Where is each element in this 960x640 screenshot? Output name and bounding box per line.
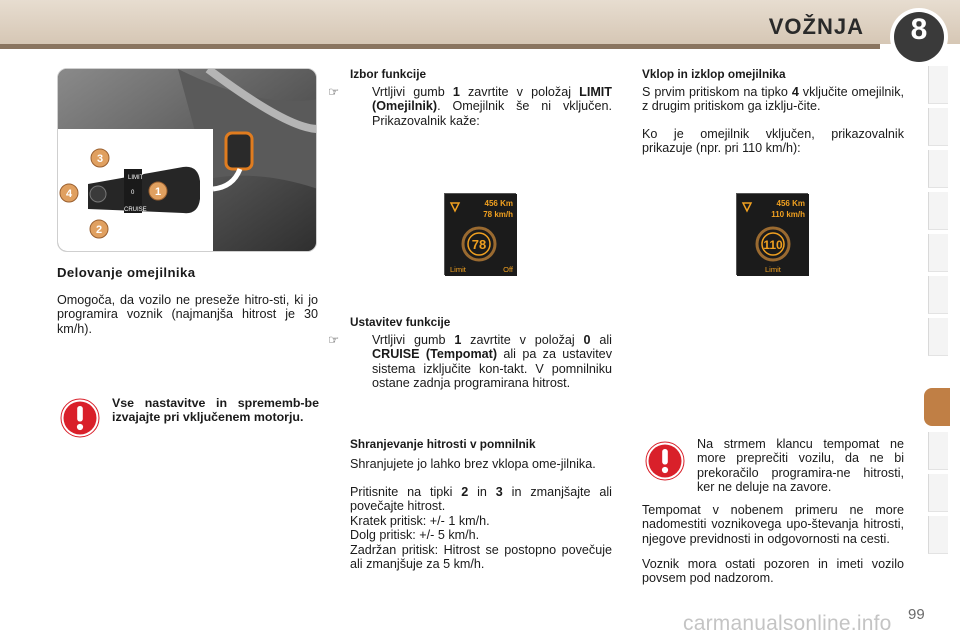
section-heading-memory: Shranjevanje hitrosti v pomnilnik: [350, 437, 536, 451]
memory-long-press: Dolg pritisk: +/- 5 km/h.: [350, 528, 480, 542]
display-dial-value: 110: [763, 238, 783, 252]
driver-attention: Voznik mora ostati pozoren in imeti vozilo povsem pod nadzorom.: [642, 557, 904, 586]
chapter-tab[interactable]: [928, 318, 948, 356]
display-odometer: 456 Km: [484, 199, 513, 208]
warning-engine-text: Vse nastavitve in sprememb-be izvajajte pri vključenem motorju.: [112, 396, 319, 425]
callout-label: 1: [154, 186, 162, 198]
callout-label: 2: [95, 224, 103, 236]
chapter-tab[interactable]: [928, 432, 948, 470]
bullet-icon: ☞: [328, 85, 340, 99]
header-strip: [0, 44, 880, 49]
stalk-label-zero: 0: [131, 190, 135, 196]
page-number: 99: [908, 606, 925, 623]
watermark: carmanualsonline.info: [683, 612, 892, 635]
toggle-display-note: Ko je omejilnik vključen, prikazovalnik prikazuje (npr. pri 110 km/h):: [642, 127, 904, 156]
memory-buttons: Pritisnite na tipki 2 in 3 in zmanjšajte ali povečajte hitrost.: [350, 485, 612, 514]
section-heading-stop: Ustavitev funkcije: [350, 315, 451, 329]
display-speed: 78 km/h: [483, 210, 513, 219]
chapter-tab[interactable]: [928, 474, 948, 512]
stalk-label-cruise: CRUISE: [124, 207, 147, 213]
display-dial-value: 78: [471, 237, 487, 252]
chapter-title: VOŽNJA: [768, 14, 864, 39]
display-limit-off: [444, 193, 516, 275]
warning-icon: [60, 398, 100, 438]
warning-icon: [645, 441, 685, 481]
warning-slope-text: Na strmem klancu tempomat ne more preprečiti vozilu, da ne bi prekoračilo programira-ne hitrosti, ker ne deluje na zavore.: [697, 437, 904, 495]
display-odometer: 456 Km: [776, 199, 805, 208]
chapter-tabs: [928, 66, 948, 576]
chapter-tab[interactable]: [928, 192, 948, 230]
chapter-tab-active[interactable]: [924, 388, 950, 426]
callout-label: 3: [96, 153, 104, 165]
chapter-tab[interactable]: [928, 108, 948, 146]
memory-short-press: Kratek pritisk: +/- 1 km/h.: [350, 514, 490, 528]
stalk-label-limit: LIMIT: [128, 175, 144, 181]
display-mode: Limit: [765, 265, 781, 274]
memory-intro: Shranjujete jo lahko brez vklopa ome-jilnika.: [350, 457, 596, 471]
chapter-tab[interactable]: [928, 150, 948, 188]
chapter-tab[interactable]: [928, 66, 948, 104]
display-speed: 110 km/h: [771, 210, 805, 219]
callout-label: 4: [65, 188, 73, 200]
bullet-icon: ☞: [328, 333, 340, 347]
stalk-drawing: [58, 69, 317, 252]
chapter-number: 8: [910, 13, 928, 46]
section-heading-limiter: Delovanje omejilnika: [57, 265, 196, 280]
display-mode: Limit: [450, 265, 466, 274]
memory-hold-press: Zadržan pritisk: Hitrost se postopno povečuje ali zmanjšuje za 5 km/h.: [350, 543, 612, 572]
section-heading-select: Izbor funkcije: [350, 67, 427, 81]
steering-stalk-illustration: [57, 68, 317, 252]
stop-instruction: ☞ Vrtljivi gumb 1 zavrtite v položaj 0 ali CRUISE (Tempomat) ali pa za ustavitev sistema izključite kon-takt. V pomnilniku ostane zadnja programirana hitrost.: [328, 333, 612, 391]
chapter-tab[interactable]: [928, 516, 948, 554]
chapter-tab[interactable]: [928, 276, 948, 314]
cruise-responsibility: Tempomat v nobenem primeru ne more nadomestiti voznikovega upo-števanja hitrosti, njegove previdnosti in odgovornosti na cesti.: [642, 503, 904, 546]
select-instruction: ☞ Vrtljivi gumb 1 zavrtite v položaj LIMIT (Omejilnik). Omejilnik še ni vključen. Prikazovalnik kaže:: [328, 85, 612, 128]
section-heading-toggle: Vklop in izklop omejilnika: [642, 67, 786, 81]
display-state: Off: [503, 265, 513, 274]
limiter-description: Omogoča, da vozilo ne preseže hitro-sti, ki jo programira voznik (najmanjša hitrost je 30 km/h).: [57, 293, 318, 336]
toggle-instruction: S prvim pritiskom na tipko 4 vključite omejilnik, z drugim pritiskom ga izklju-čite.: [642, 85, 905, 114]
display-limit-active: [736, 193, 808, 275]
chapter-tab[interactable]: [928, 234, 948, 272]
